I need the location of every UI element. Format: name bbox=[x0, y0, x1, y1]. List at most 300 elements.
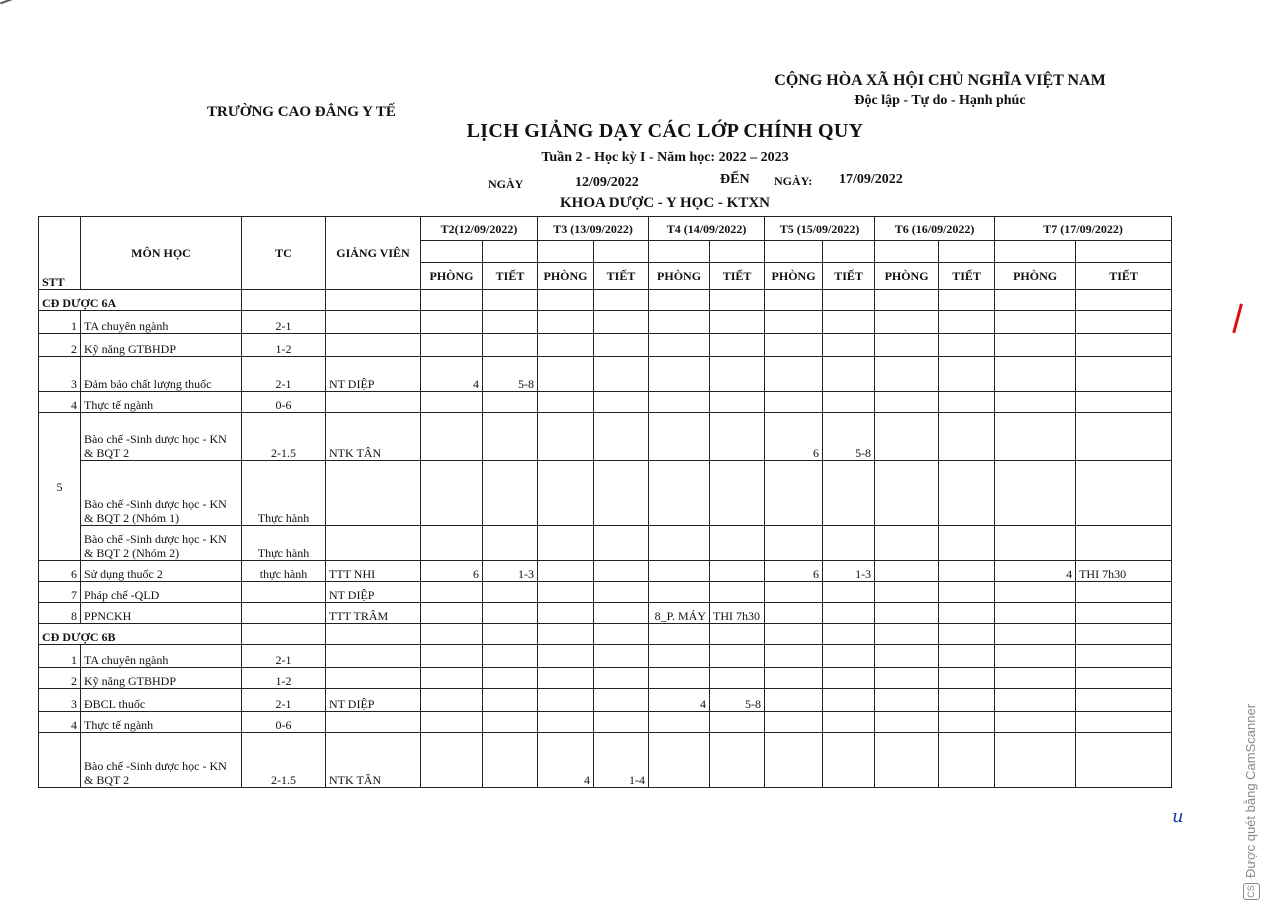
subject-cell: Bào chế -Sinh dược học - KN & BQT 2 (Nhóm 1) bbox=[81, 461, 242, 526]
period-cell bbox=[1076, 311, 1172, 334]
day-header-t5: T5 (15/09/2022) bbox=[765, 217, 875, 241]
period-cell: 5-8 bbox=[483, 357, 538, 392]
room-cell bbox=[995, 461, 1076, 526]
period-cell: THI 7h30 bbox=[710, 603, 765, 624]
room-cell bbox=[421, 582, 483, 603]
period-cell bbox=[483, 461, 538, 526]
stt-cell: 2 bbox=[39, 668, 81, 689]
stt-cell: 8 bbox=[39, 603, 81, 624]
day-header-t6: T6 (16/09/2022) bbox=[875, 217, 995, 241]
period-cell bbox=[823, 582, 875, 603]
period-cell bbox=[1076, 645, 1172, 668]
school-name: TRƯỜNG CAO ĐẲNG Y TẾ bbox=[207, 104, 396, 120]
period-cell bbox=[823, 357, 875, 392]
period-cell bbox=[1076, 334, 1172, 357]
room-cell: 6 bbox=[765, 561, 823, 582]
period-cell bbox=[710, 461, 765, 526]
period-cell bbox=[710, 561, 765, 582]
room-cell bbox=[538, 461, 594, 526]
teacher-cell: TTT NHI bbox=[326, 561, 421, 582]
room-cell bbox=[649, 645, 710, 668]
period-cell bbox=[823, 689, 875, 712]
period-cell: 1-3 bbox=[823, 561, 875, 582]
room-cell bbox=[765, 582, 823, 603]
period-cell bbox=[823, 334, 875, 357]
faculty-name: KHOA DƯỢC - Y HỌC - KTXN bbox=[560, 195, 770, 211]
period-cell bbox=[823, 392, 875, 413]
room-cell bbox=[765, 311, 823, 334]
room-cell bbox=[538, 413, 594, 461]
period-cell bbox=[594, 334, 649, 357]
period-cell bbox=[594, 526, 649, 561]
period-cell bbox=[710, 668, 765, 689]
room-cell bbox=[875, 311, 939, 334]
period-cell bbox=[594, 392, 649, 413]
room-cell bbox=[875, 561, 939, 582]
week-info: Tuần 2 - Học kỳ I - Năm học: 2022 – 2023 bbox=[541, 150, 789, 165]
period-cell bbox=[939, 392, 995, 413]
tc-cell bbox=[242, 582, 326, 603]
period-cell bbox=[710, 334, 765, 357]
period-cell bbox=[594, 413, 649, 461]
room-cell bbox=[649, 392, 710, 413]
period-cell bbox=[939, 645, 995, 668]
period-cell bbox=[1076, 712, 1172, 733]
period-cell bbox=[823, 526, 875, 561]
room-header: PHÒNG bbox=[538, 263, 594, 290]
table-row bbox=[39, 603, 1172, 624]
period-cell bbox=[710, 526, 765, 561]
subject-cell: Pháp chế -QLD bbox=[81, 582, 242, 603]
tc-cell: 2-1.5 bbox=[242, 413, 326, 461]
subject-cell: Thực tế ngành bbox=[81, 392, 242, 413]
period-cell bbox=[939, 334, 995, 357]
room-cell bbox=[995, 413, 1076, 461]
stt-cell: 5 bbox=[39, 413, 81, 561]
room-cell bbox=[995, 311, 1076, 334]
room-cell bbox=[538, 645, 594, 668]
group-name: CĐ DƯỢC 6B bbox=[39, 624, 242, 645]
room-cell bbox=[765, 461, 823, 526]
period-cell bbox=[710, 582, 765, 603]
room-cell: 4 bbox=[538, 733, 594, 788]
room-cell bbox=[765, 392, 823, 413]
period-cell bbox=[594, 712, 649, 733]
stt-header: STT bbox=[39, 217, 81, 290]
period-cell bbox=[483, 603, 538, 624]
room-cell bbox=[538, 311, 594, 334]
period-cell bbox=[483, 413, 538, 461]
period-cell bbox=[1076, 668, 1172, 689]
room-cell bbox=[421, 645, 483, 668]
subject-cell: TA chuyên ngành bbox=[81, 645, 242, 668]
period-cell bbox=[1076, 526, 1172, 561]
table-row bbox=[39, 413, 1172, 461]
teacher-cell bbox=[326, 712, 421, 733]
period-cell bbox=[594, 311, 649, 334]
stt-cell: 3 bbox=[39, 357, 81, 392]
tc-cell: 2-1 bbox=[242, 357, 326, 392]
stt-cell: 4 bbox=[39, 712, 81, 733]
period-cell bbox=[1076, 689, 1172, 712]
subject-header: MÔN HỌC bbox=[81, 217, 242, 290]
room-cell bbox=[875, 413, 939, 461]
room-cell: 4 bbox=[649, 689, 710, 712]
tc-header: TC bbox=[242, 217, 326, 290]
teacher-cell: NTK TÂN bbox=[326, 733, 421, 788]
room-header: PHÒNG bbox=[421, 263, 483, 290]
room-cell bbox=[875, 357, 939, 392]
room-cell bbox=[649, 311, 710, 334]
period-cell bbox=[483, 582, 538, 603]
room-cell bbox=[995, 526, 1076, 561]
room-cell bbox=[875, 392, 939, 413]
table-row bbox=[39, 668, 1172, 689]
room-cell bbox=[538, 526, 594, 561]
subject-cell: Bào chế -Sinh dược học - KN & BQT 2 bbox=[81, 413, 242, 461]
room-cell bbox=[875, 582, 939, 603]
room-cell bbox=[995, 334, 1076, 357]
tc-cell: 0-6 bbox=[242, 712, 326, 733]
teacher-header: GIẢNG VIÊN bbox=[326, 217, 421, 290]
room-cell bbox=[649, 668, 710, 689]
stt-cell: 3 bbox=[39, 689, 81, 712]
period-cell bbox=[939, 461, 995, 526]
room-cell bbox=[875, 334, 939, 357]
period-cell bbox=[483, 392, 538, 413]
tc-cell: 0-6 bbox=[242, 392, 326, 413]
room-cell: 4 bbox=[421, 357, 483, 392]
period-cell bbox=[594, 357, 649, 392]
period-cell bbox=[939, 311, 995, 334]
period-cell bbox=[594, 561, 649, 582]
period-cell bbox=[939, 668, 995, 689]
table-row bbox=[39, 712, 1172, 733]
period-cell bbox=[710, 392, 765, 413]
period-header: TIẾT bbox=[483, 263, 538, 290]
room-cell bbox=[649, 582, 710, 603]
room-cell bbox=[995, 582, 1076, 603]
period-cell bbox=[1076, 603, 1172, 624]
room-cell bbox=[538, 668, 594, 689]
period-cell bbox=[710, 712, 765, 733]
tc-cell: Thực hành bbox=[242, 461, 326, 526]
schedule-table bbox=[38, 216, 1172, 788]
day-header-t3: T3 (13/09/2022) bbox=[538, 217, 649, 241]
tc-cell: 1-2 bbox=[242, 334, 326, 357]
room-cell bbox=[765, 603, 823, 624]
period-cell bbox=[823, 603, 875, 624]
red-pen-mark bbox=[1232, 303, 1247, 334]
period-cell bbox=[594, 668, 649, 689]
period-cell bbox=[594, 603, 649, 624]
room-cell bbox=[538, 561, 594, 582]
room-cell bbox=[421, 526, 483, 561]
period-cell bbox=[483, 668, 538, 689]
teacher-cell: NT DIỆP bbox=[326, 689, 421, 712]
document-title: LỊCH GIẢNG DẠY CÁC LỚP CHÍNH QUY bbox=[466, 120, 864, 142]
date-to-label: NGÀY: bbox=[774, 174, 813, 188]
room-cell bbox=[649, 561, 710, 582]
room-cell bbox=[995, 357, 1076, 392]
room-cell bbox=[875, 668, 939, 689]
stt-cell: 1 bbox=[39, 645, 81, 668]
teacher-cell bbox=[326, 392, 421, 413]
date-from: 12/09/2022 bbox=[575, 175, 639, 190]
table-row bbox=[39, 733, 1172, 788]
room-cell bbox=[765, 334, 823, 357]
stt-cell: 4 bbox=[39, 392, 81, 413]
period-cell bbox=[1076, 461, 1172, 526]
period-cell bbox=[939, 689, 995, 712]
period-cell bbox=[939, 603, 995, 624]
period-header: TIẾT bbox=[594, 263, 649, 290]
national-motto: Độc lập - Tự do - Hạnh phúc bbox=[854, 93, 1026, 108]
room-cell bbox=[538, 689, 594, 712]
room-cell bbox=[538, 334, 594, 357]
period-cell bbox=[1076, 582, 1172, 603]
room-cell bbox=[765, 357, 823, 392]
subject-cell: TA chuyên ngành bbox=[81, 311, 242, 334]
period-cell bbox=[594, 645, 649, 668]
national-header bbox=[760, 72, 1120, 109]
tc-cell: 2-1.5 bbox=[242, 733, 326, 788]
period-cell bbox=[710, 357, 765, 392]
watermark-text: Được quét bằng CamScanner bbox=[1243, 703, 1258, 878]
room-cell bbox=[421, 603, 483, 624]
subject-cell: PPNCKH bbox=[81, 603, 242, 624]
period-cell bbox=[823, 311, 875, 334]
period-cell bbox=[1076, 733, 1172, 788]
room-cell bbox=[649, 712, 710, 733]
period-cell bbox=[939, 733, 995, 788]
room-cell bbox=[538, 392, 594, 413]
table-row bbox=[39, 311, 1172, 334]
period-header: TIẾT bbox=[939, 263, 995, 290]
group-name: CĐ DƯỢC 6A bbox=[39, 290, 242, 311]
period-cell bbox=[710, 645, 765, 668]
table-row bbox=[39, 461, 1172, 526]
group-a-rows bbox=[39, 311, 1172, 624]
tc-cell: 2-1 bbox=[242, 311, 326, 334]
table-row bbox=[39, 561, 1172, 582]
room-cell bbox=[875, 461, 939, 526]
room-cell bbox=[538, 582, 594, 603]
room-cell: 8_P. MÁY bbox=[649, 603, 710, 624]
room-header: PHÒNG bbox=[875, 263, 939, 290]
teacher-cell: NT DIỆP bbox=[326, 582, 421, 603]
subject-cell: Bào chế -Sinh dược học - KN & BQT 2 (Nhóm 2) bbox=[81, 526, 242, 561]
room-cell bbox=[765, 526, 823, 561]
subject-cell: Sử dụng thuốc 2 bbox=[81, 561, 242, 582]
period-cell bbox=[594, 461, 649, 526]
period-cell bbox=[483, 311, 538, 334]
room-cell bbox=[765, 645, 823, 668]
teacher-cell bbox=[326, 311, 421, 334]
subject-cell: Bào chế -Sinh dược học - KN & BQT 2 bbox=[81, 733, 242, 788]
room-cell bbox=[875, 689, 939, 712]
room-cell bbox=[765, 733, 823, 788]
header-row-days bbox=[39, 217, 1172, 241]
period-cell bbox=[823, 645, 875, 668]
teacher-cell bbox=[326, 645, 421, 668]
period-cell bbox=[594, 689, 649, 712]
period-cell bbox=[939, 561, 995, 582]
period-cell bbox=[483, 334, 538, 357]
period-cell bbox=[823, 668, 875, 689]
period-cell bbox=[823, 461, 875, 526]
room-cell bbox=[421, 461, 483, 526]
table-row bbox=[39, 334, 1172, 357]
stt-cell: 2 bbox=[39, 334, 81, 357]
stt-cell bbox=[39, 733, 81, 788]
period-header: TIẾT bbox=[710, 263, 765, 290]
room-cell bbox=[421, 334, 483, 357]
table-row bbox=[39, 526, 1172, 561]
room-cell bbox=[995, 712, 1076, 733]
period-cell: 1-3 bbox=[483, 561, 538, 582]
room-cell bbox=[421, 311, 483, 334]
room-cell bbox=[765, 689, 823, 712]
room-cell bbox=[765, 712, 823, 733]
day-header-t2: T2(12/09/2022) bbox=[421, 217, 538, 241]
teacher-cell bbox=[326, 461, 421, 526]
period-header: TIẾT bbox=[1076, 263, 1172, 290]
room-cell bbox=[421, 668, 483, 689]
period-cell bbox=[1076, 392, 1172, 413]
day-header-t4: T4 (14/09/2022) bbox=[649, 217, 765, 241]
period-cell bbox=[483, 526, 538, 561]
room-cell bbox=[875, 712, 939, 733]
room-cell bbox=[995, 603, 1076, 624]
teacher-cell bbox=[326, 668, 421, 689]
room-cell bbox=[421, 712, 483, 733]
tc-cell: 1-2 bbox=[242, 668, 326, 689]
room-cell bbox=[649, 461, 710, 526]
table-row bbox=[39, 582, 1172, 603]
room-header: PHÒNG bbox=[649, 263, 710, 290]
period-cell: THI 7h30 bbox=[1076, 561, 1172, 582]
room-cell bbox=[765, 668, 823, 689]
room-header: PHÒNG bbox=[995, 263, 1076, 290]
room-cell bbox=[538, 603, 594, 624]
room-cell bbox=[995, 733, 1076, 788]
period-cell bbox=[710, 311, 765, 334]
schedule-table-container bbox=[38, 216, 1172, 788]
room-cell bbox=[875, 645, 939, 668]
room-cell bbox=[995, 689, 1076, 712]
stt-cell: 6 bbox=[39, 561, 81, 582]
tc-cell: 2-1 bbox=[242, 689, 326, 712]
period-cell bbox=[823, 733, 875, 788]
to-label: ĐẾN bbox=[720, 172, 750, 187]
room-cell bbox=[875, 603, 939, 624]
tc-cell: Thực hành bbox=[242, 526, 326, 561]
period-cell: 5-8 bbox=[823, 413, 875, 461]
room-cell bbox=[995, 645, 1076, 668]
room-cell bbox=[649, 357, 710, 392]
period-cell: 5-8 bbox=[710, 689, 765, 712]
period-cell bbox=[823, 712, 875, 733]
group-row bbox=[39, 290, 1172, 311]
room-cell bbox=[538, 712, 594, 733]
handwritten-initial: u bbox=[1172, 806, 1184, 827]
teacher-cell: NTK TÂN bbox=[326, 413, 421, 461]
tc-cell: 2-1 bbox=[242, 645, 326, 668]
room-cell: 4 bbox=[995, 561, 1076, 582]
teacher-cell bbox=[326, 526, 421, 561]
period-cell bbox=[483, 733, 538, 788]
period-cell bbox=[1076, 357, 1172, 392]
room-cell bbox=[421, 733, 483, 788]
period-cell bbox=[483, 645, 538, 668]
period-cell bbox=[939, 357, 995, 392]
period-cell bbox=[483, 689, 538, 712]
teacher-cell: NT DIỆP bbox=[326, 357, 421, 392]
room-cell bbox=[649, 526, 710, 561]
corner-mark bbox=[0, 0, 14, 4]
room-cell bbox=[538, 357, 594, 392]
room-cell bbox=[995, 668, 1076, 689]
teacher-cell: TTT TRÂM bbox=[326, 603, 421, 624]
room-cell bbox=[649, 334, 710, 357]
table-row bbox=[39, 645, 1172, 668]
tc-cell bbox=[242, 603, 326, 624]
subject-cell: Thực tế ngành bbox=[81, 712, 242, 733]
date-from-label: NGÀY bbox=[488, 177, 524, 191]
room-cell: 6 bbox=[765, 413, 823, 461]
stt-cell: 7 bbox=[39, 582, 81, 603]
date-to: 17/09/2022 bbox=[839, 172, 903, 187]
period-cell bbox=[483, 712, 538, 733]
period-cell bbox=[710, 733, 765, 788]
room-cell bbox=[875, 733, 939, 788]
room-cell: 6 bbox=[421, 561, 483, 582]
room-cell bbox=[995, 392, 1076, 413]
table-row bbox=[39, 392, 1172, 413]
period-cell bbox=[710, 413, 765, 461]
subject-cell: ĐBCL thuốc bbox=[81, 689, 242, 712]
table-row bbox=[39, 689, 1172, 712]
stt-cell: 1 bbox=[39, 311, 81, 334]
period-cell: 1-4 bbox=[594, 733, 649, 788]
tc-cell: thực hành bbox=[242, 561, 326, 582]
teacher-cell bbox=[326, 334, 421, 357]
period-cell bbox=[939, 413, 995, 461]
camscanner-watermark bbox=[1243, 704, 1260, 900]
period-cell bbox=[594, 582, 649, 603]
period-cell bbox=[939, 526, 995, 561]
period-header: TIẾT bbox=[823, 263, 875, 290]
room-cell bbox=[875, 526, 939, 561]
room-cell bbox=[649, 733, 710, 788]
table-row bbox=[39, 357, 1172, 392]
room-cell bbox=[421, 413, 483, 461]
group-b-rows bbox=[39, 645, 1172, 788]
period-cell bbox=[939, 582, 995, 603]
period-cell bbox=[1076, 413, 1172, 461]
room-cell bbox=[421, 689, 483, 712]
subject-cell: Đảm bảo chất lượng thuốc bbox=[81, 357, 242, 392]
room-header: PHÒNG bbox=[765, 263, 823, 290]
room-cell bbox=[421, 392, 483, 413]
camscanner-icon: CS bbox=[1243, 883, 1260, 900]
day-header-t7: T7 (17/09/2022) bbox=[995, 217, 1172, 241]
subject-cell: Kỹ năng GTBHDP bbox=[81, 334, 242, 357]
country-name: CỘNG HÒA XÃ HỘI CHỦ NGHĨA VIỆT NAM bbox=[774, 72, 1106, 89]
group-row bbox=[39, 624, 1172, 645]
period-cell bbox=[939, 712, 995, 733]
